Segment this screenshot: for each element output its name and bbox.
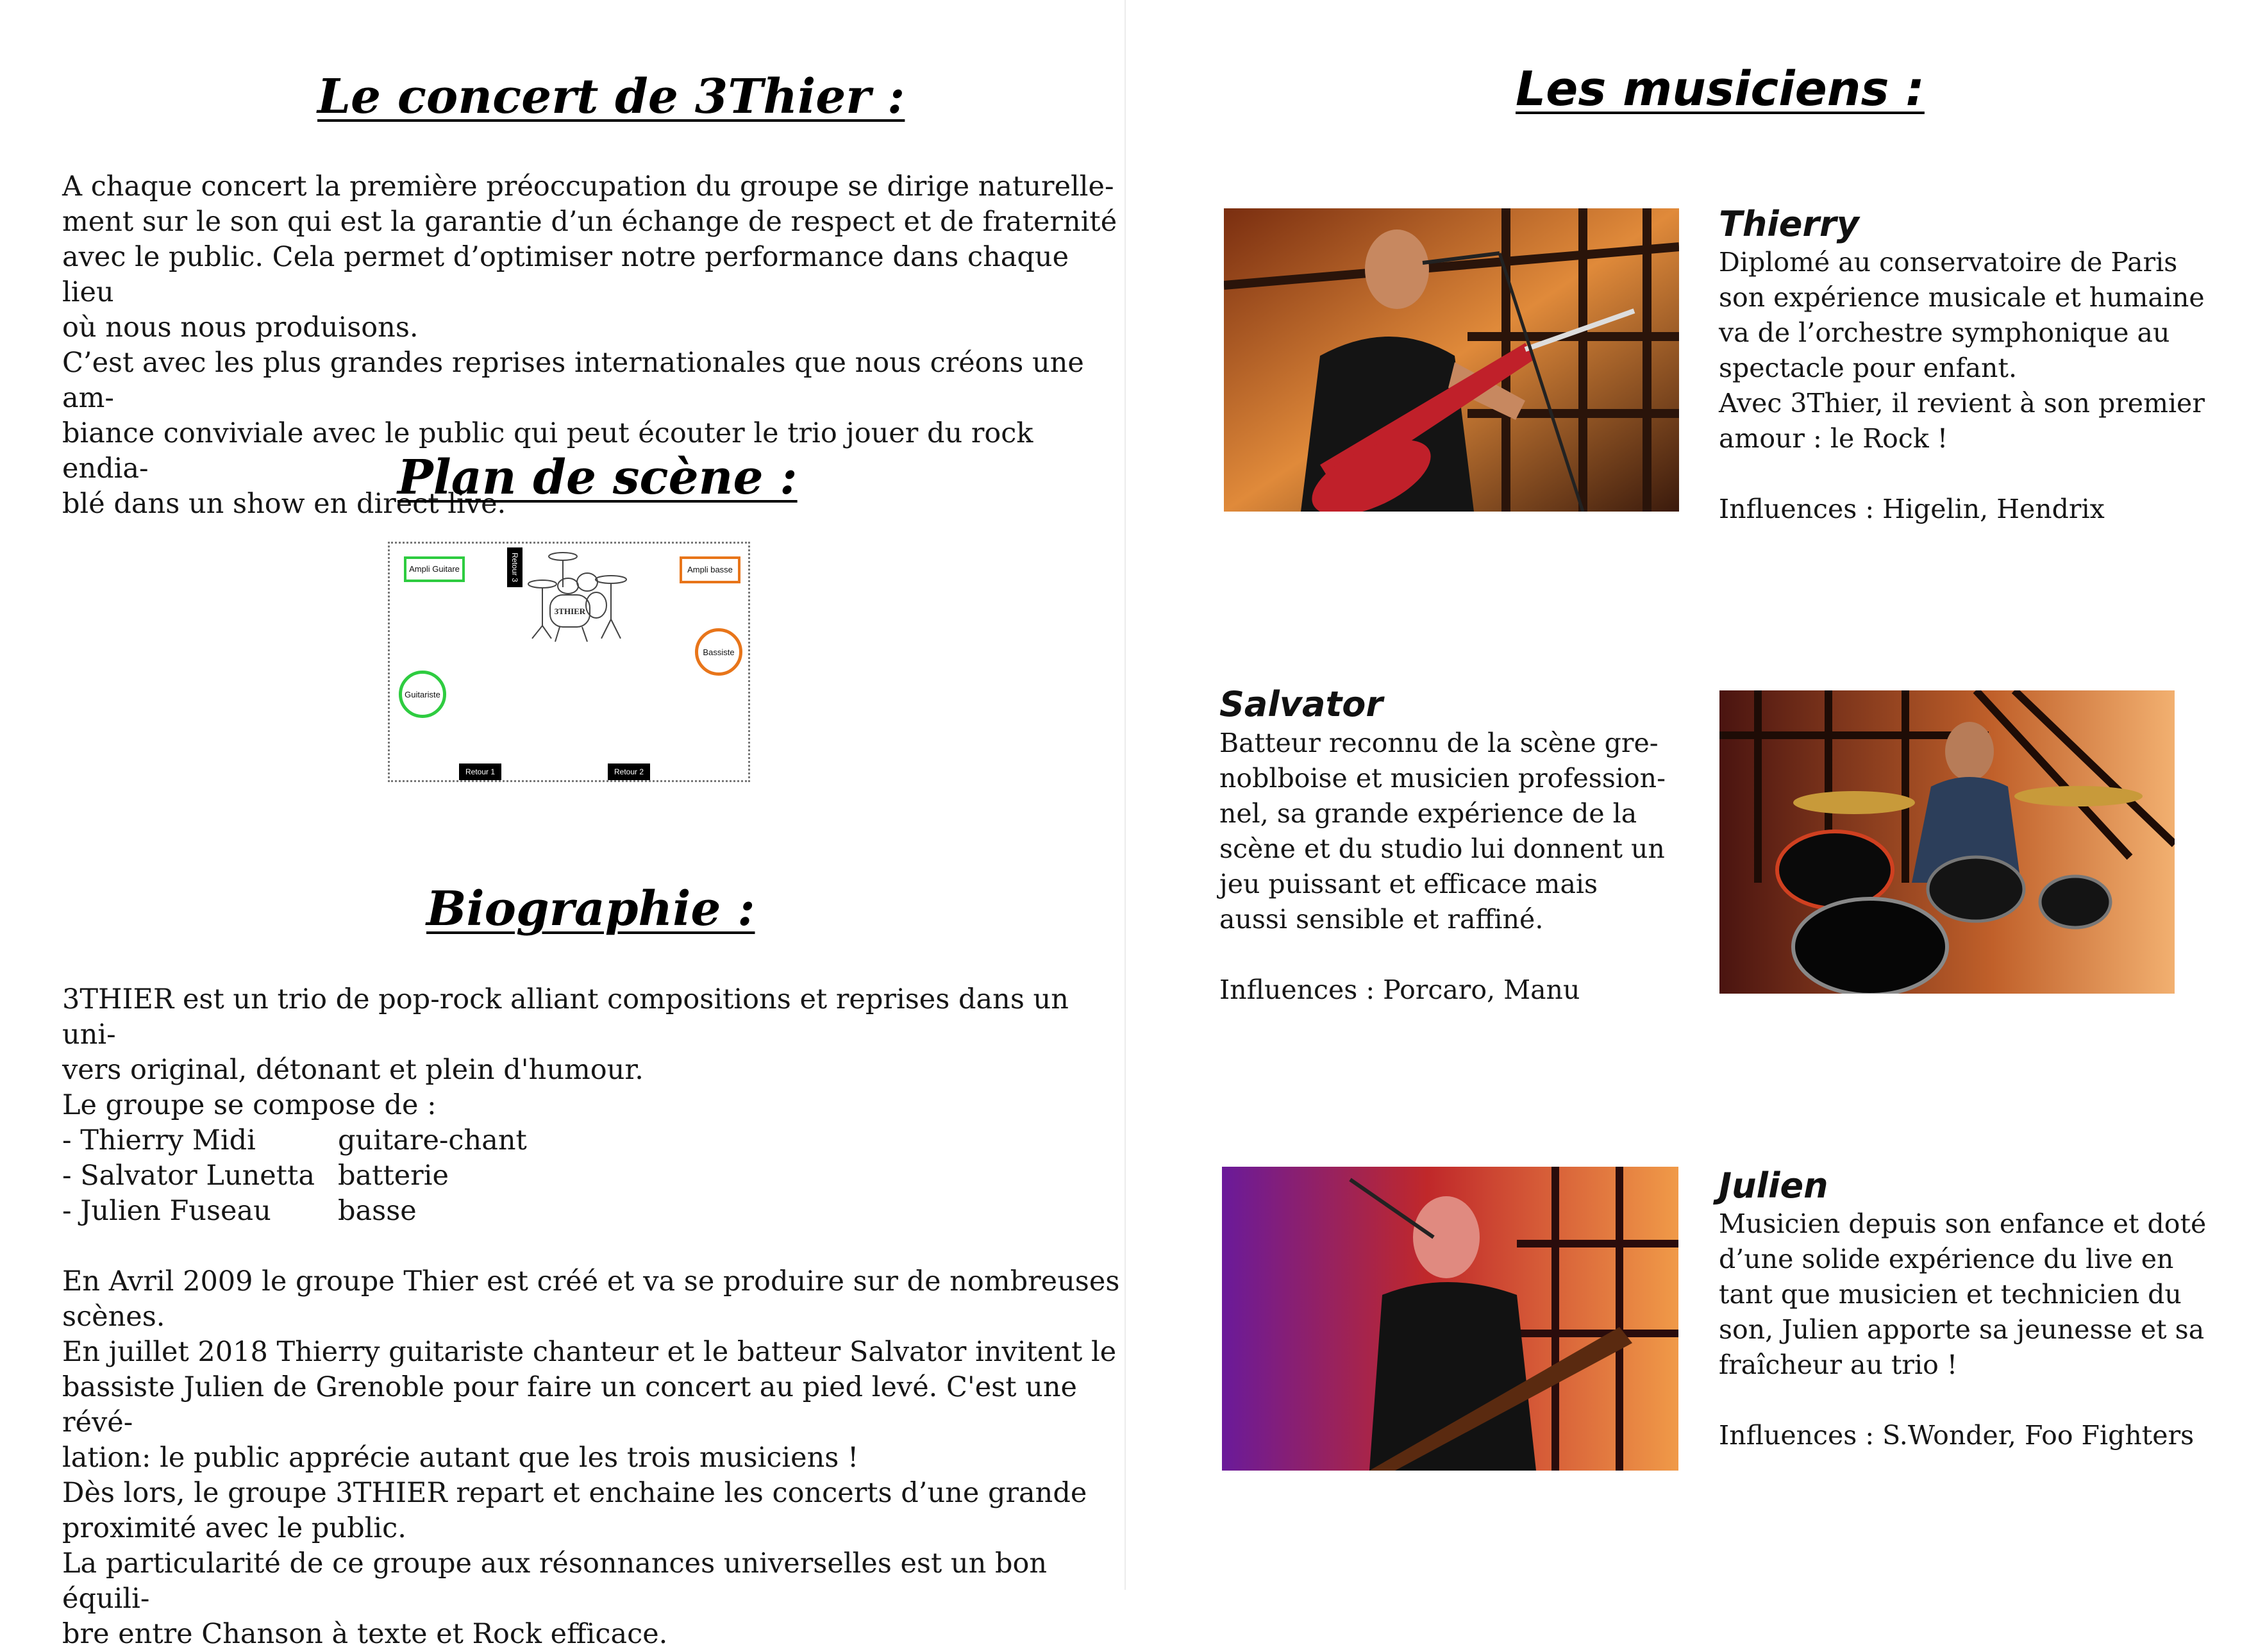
drum-logo: 3THIER bbox=[554, 606, 586, 616]
member-name: - Thierry Midi bbox=[62, 1124, 256, 1156]
biography-title: Biographie : bbox=[426, 881, 755, 937]
member-name: - Julien Fuseau bbox=[62, 1195, 271, 1227]
member-row bbox=[62, 1123, 1124, 1158]
history-line: bassiste Julien de Grenoble pour faire un concert au pied levé. C'est une révé- bbox=[62, 1371, 1078, 1439]
guitarist-circle: Guitariste bbox=[399, 671, 446, 718]
bio-line: scène et du studio lui donnent un bbox=[1219, 833, 1665, 864]
history-line: Dès lors, le groupe 3THIER repart et enchaine les concerts d’une grande bbox=[62, 1477, 1087, 1509]
history-line: scènes. bbox=[62, 1301, 165, 1333]
concert-line: A chaque concert la première préoccupation du groupe se dirige naturelle- bbox=[62, 171, 1114, 203]
bassist-circle: Bassiste bbox=[695, 628, 742, 676]
left-page bbox=[0, 0, 1124, 1650]
bio-line: noblboise et musicien profession- bbox=[1219, 763, 1666, 794]
history-line: En Avril 2009 le groupe Thier est créé et va se produire sur de nombreuses bbox=[62, 1265, 1120, 1297]
musicians-title: Les musiciens : bbox=[1516, 62, 1925, 117]
history-line: lation: le public apprécie autant que les trois musiciens ! bbox=[62, 1442, 859, 1474]
influences-julien: Influences : S.Wonder, Foo Fighters bbox=[1719, 1420, 2195, 1451]
history-line: proximité avec le public. bbox=[62, 1512, 406, 1544]
bio-line: son expérience musicale et humaine bbox=[1719, 282, 2205, 313]
musician-name-salvator: Salvator bbox=[1219, 684, 1384, 724]
bio-line: vers original, détonant et plein d'humour. bbox=[62, 1054, 644, 1086]
concert-line: avec le public. Cela permet d’optimiser notre performance dans chaque lieu bbox=[62, 241, 1069, 308]
bio-line: aussi sensible et raffiné. bbox=[1219, 904, 1544, 935]
julien-photo bbox=[1222, 1167, 1678, 1471]
monitor-2: Retour 2 bbox=[608, 763, 650, 780]
influences-thierry: Influences : Higelin, Hendrix bbox=[1719, 494, 2105, 524]
bio-line: fraîcheur au trio ! bbox=[1719, 1349, 1958, 1380]
concert-line: ment sur le son qui est la garantie d’un échange de respect et de fraternité bbox=[62, 206, 1117, 238]
bio-line: Musicien depuis son enfance et doté bbox=[1719, 1208, 2207, 1239]
member-role: batterie bbox=[338, 1160, 449, 1192]
monitor-1: Retour 1 bbox=[459, 763, 501, 780]
concert-line: C’est avec les plus grandes reprises internationales que nous créons une am- bbox=[62, 347, 1084, 414]
member-role: basse bbox=[338, 1195, 417, 1227]
bio-line: Diplomé au conservatoire de Paris bbox=[1719, 247, 2178, 278]
concert-line: où nous nous produisons. bbox=[62, 312, 419, 344]
bio-line: Avec 3Thier, il revient à son premier bbox=[1719, 388, 2205, 419]
bio-line: Batteur reconnu de la scène gre- bbox=[1219, 728, 1659, 758]
musician-bio-julien bbox=[1719, 1206, 2206, 1453]
member-row bbox=[62, 1158, 1124, 1194]
bio-line: amour : le Rock ! bbox=[1719, 423, 1948, 454]
history-line: bre entre Chanson à texte et Rock efficace. bbox=[62, 1618, 668, 1650]
musician-name-julien: Julien bbox=[1719, 1165, 1828, 1206]
bio-line: nel, sa grande expérience de la bbox=[1219, 798, 1637, 829]
musician-bio-thierry bbox=[1719, 245, 2205, 527]
bio-line: tant que musicien et technicien du bbox=[1719, 1279, 2182, 1310]
bio-line: d’une solide expérience du live en bbox=[1719, 1244, 2174, 1274]
musician-name-thierry: Thierry bbox=[1719, 204, 1859, 244]
drum-kit-icon bbox=[524, 549, 633, 645]
musician-bio-salvator bbox=[1219, 726, 1666, 1008]
thierry-photo bbox=[1224, 208, 1679, 512]
concert-line: blé dans un show en direct live. bbox=[62, 488, 506, 520]
bio-line: son, Julien apporte sa jeunesse et sa bbox=[1719, 1314, 2205, 1345]
bio-line: spectacle pour enfant. bbox=[1719, 353, 2017, 383]
amp-bass-box: Ampli basse bbox=[680, 556, 740, 583]
bio-line: va de l’orchestre symphonique au bbox=[1719, 317, 2170, 348]
bio-line: jeu puissant et efficace mais bbox=[1219, 869, 1598, 899]
right-page bbox=[1124, 0, 2249, 1590]
amp-guitar-box: Ampli Guitare bbox=[404, 556, 465, 582]
history-line: En juillet 2018 Thierry guitariste chanteur et le batteur Salvator invitent le bbox=[62, 1336, 1117, 1368]
concert-line: biance conviviale avec le public qui peut écouter le trio jouer du rock endia- bbox=[62, 417, 1033, 485]
monitor-3: Retour 3 bbox=[507, 547, 523, 587]
member-name: - Salvator Lunetta bbox=[62, 1160, 315, 1192]
bio-line: Le groupe se compose de : bbox=[62, 1089, 437, 1121]
concert-title: Le concert de 3Thier : bbox=[317, 69, 905, 124]
salvator-photo bbox=[1719, 690, 2175, 994]
stage-plan-title: Plan de scène : bbox=[397, 450, 798, 505]
history-line: La particularité de ce groupe aux résonnances universelles est un bon équili- bbox=[62, 1548, 1048, 1615]
member-role: guitare-chant bbox=[338, 1124, 527, 1156]
stage-plan-diagram bbox=[388, 542, 750, 782]
bio-line: 3THIER est un trio de pop-rock alliant compositions et reprises dans un uni- bbox=[62, 983, 1069, 1051]
member-row bbox=[62, 1194, 1124, 1229]
influences-salvator: Influences : Porcaro, Manu bbox=[1219, 974, 1580, 1005]
biography-text bbox=[62, 982, 1124, 1652]
